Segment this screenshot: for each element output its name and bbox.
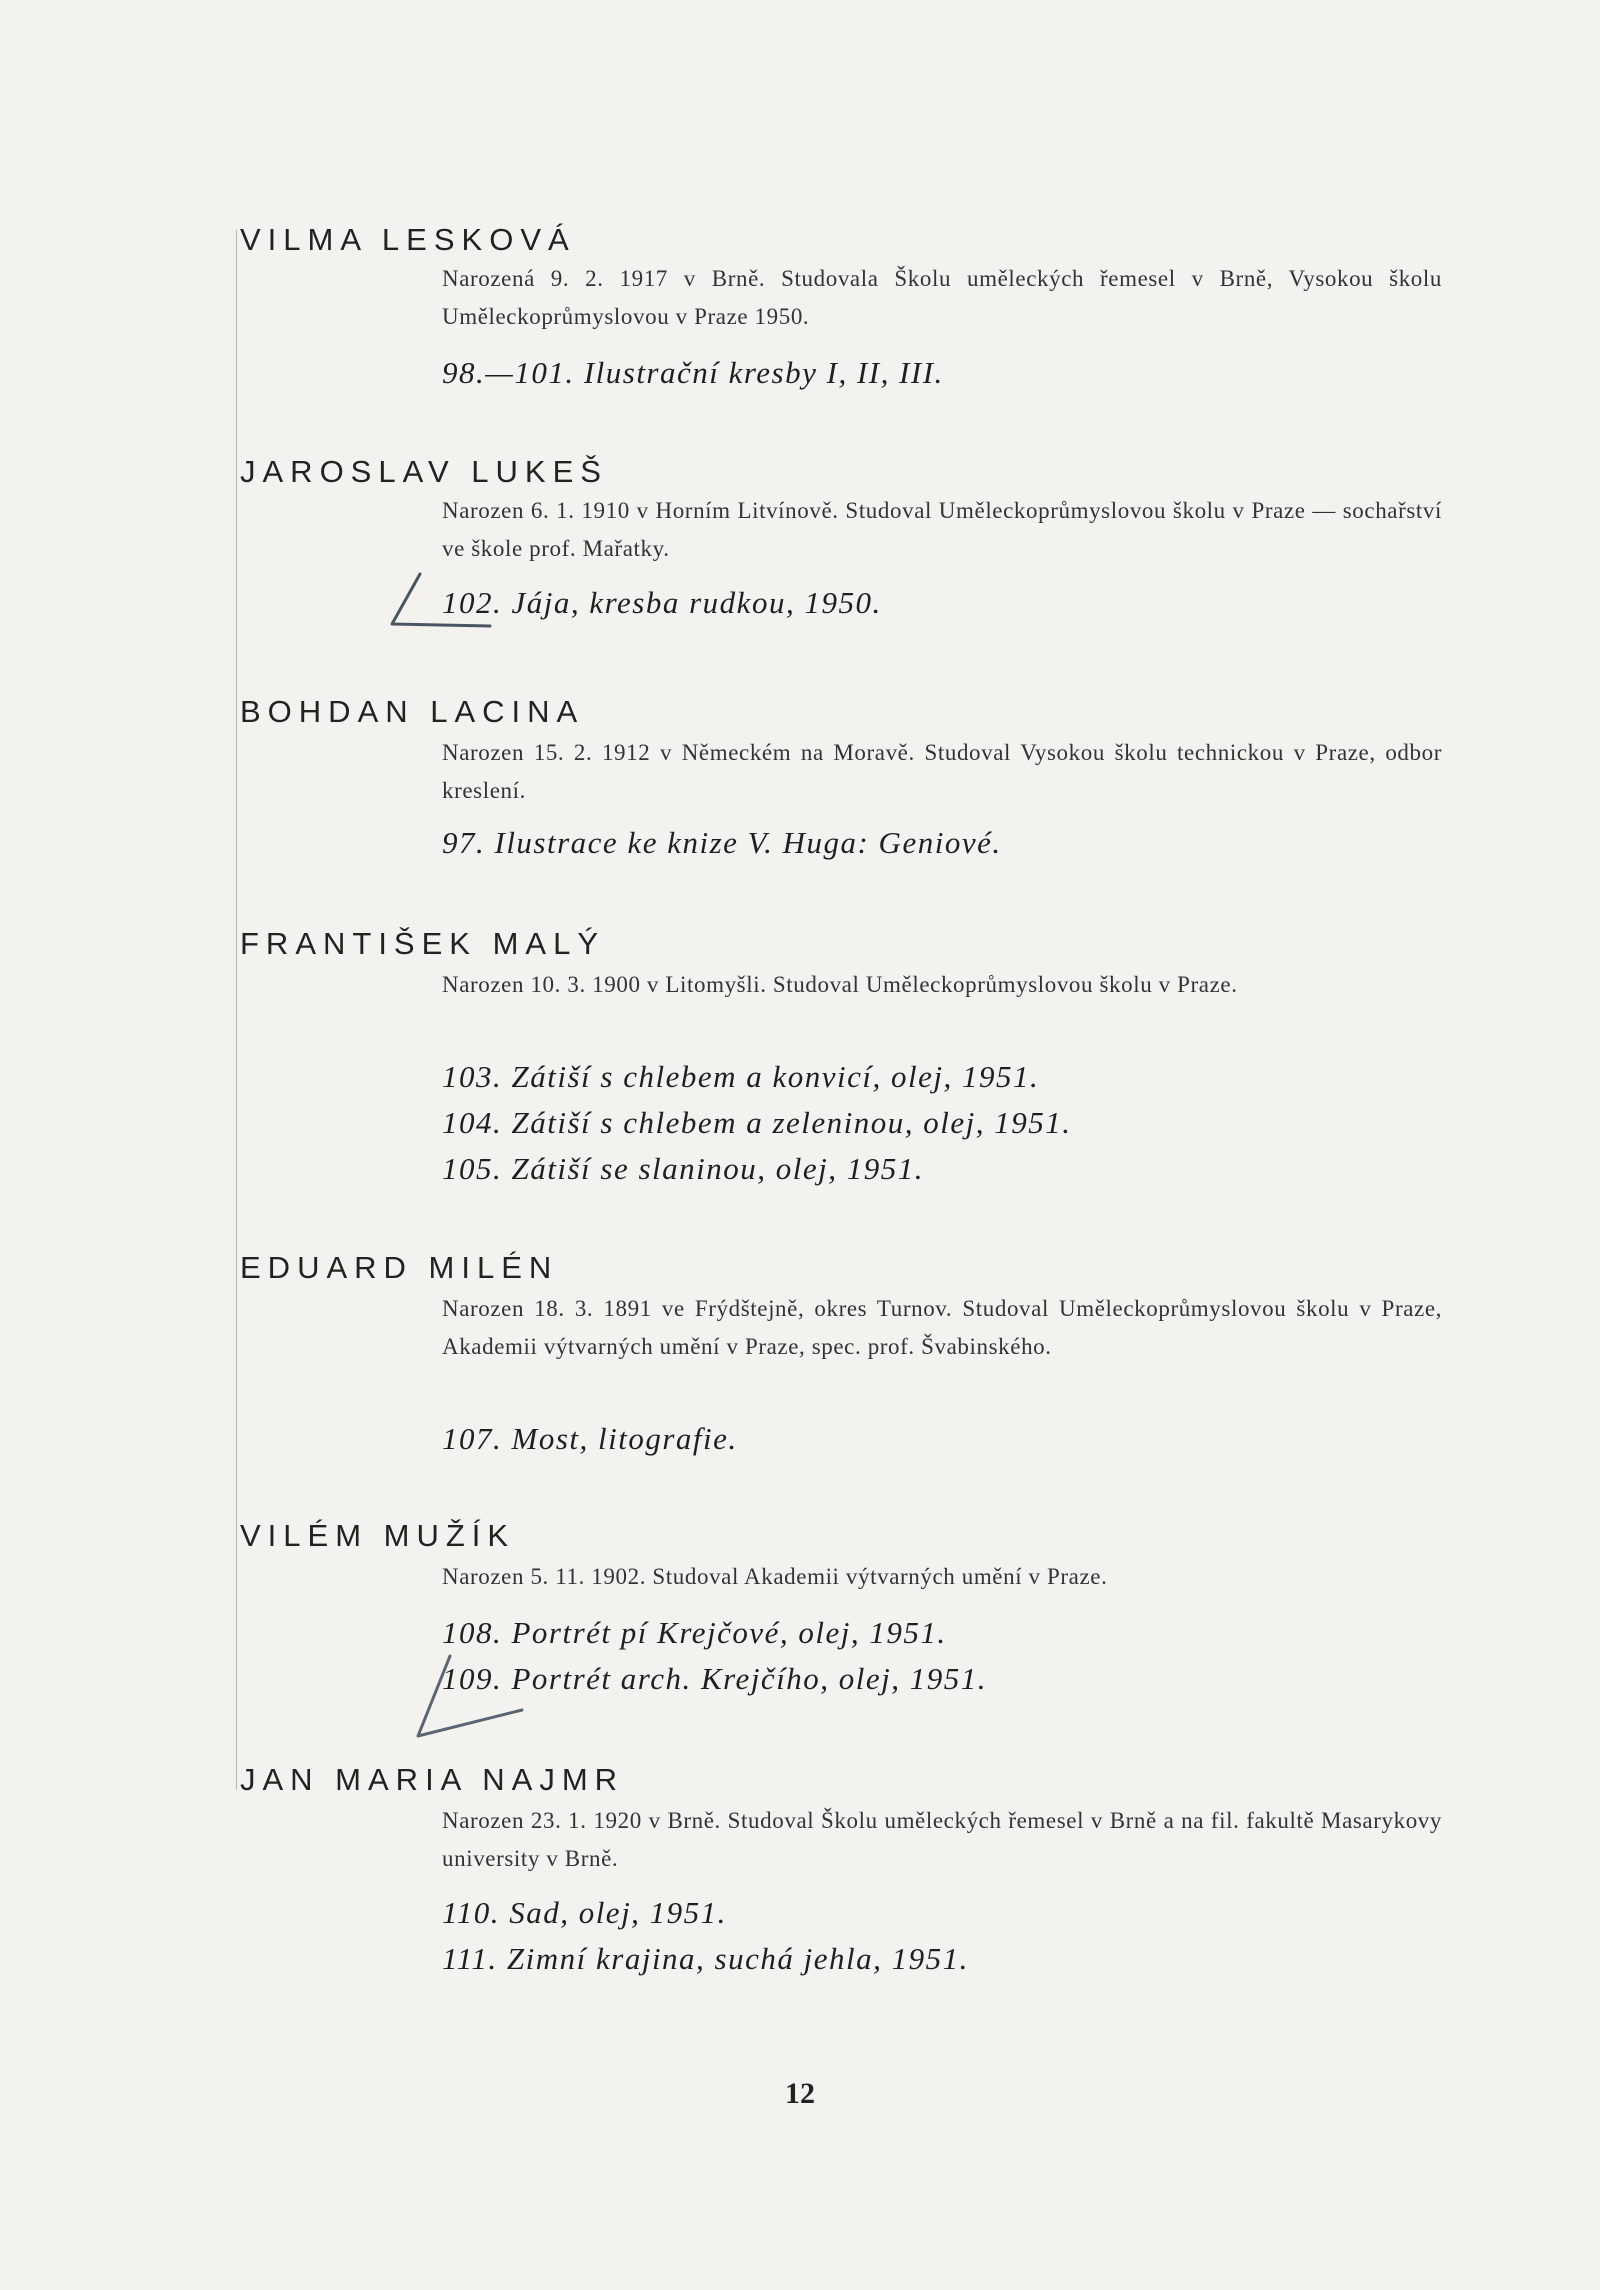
- works-list: [442, 350, 944, 396]
- artist-name: FRANTIŠEK MALÝ: [240, 926, 605, 961]
- page-margin-line: [236, 230, 237, 1790]
- work-item: 98.—101. Ilustrační kresby I, II, III.: [442, 355, 944, 390]
- artist-bio: Narozen 18. 3. 1891 ve Frýdštejně, okres Turnov. Studoval Uměleckoprůmyslovou školu v Praze, Akademii výtvarných umění v Praze, spec. prof. Švabinského.: [442, 1296, 1442, 1359]
- artist-name: VILÉM MUŽÍK: [240, 1518, 516, 1553]
- artist-name: JAROSLAV LUKEŠ: [240, 454, 608, 489]
- work-item: 108. Portrét pí Krejčové, olej, 1951.: [442, 1615, 947, 1650]
- works-list: [442, 1890, 969, 1982]
- work-item: 111. Zimní krajina, suchá jehla, 1951.: [442, 1941, 969, 1976]
- works-list: [442, 580, 882, 626]
- work-item: 97. Ilustrace ke knize V. Huga: Geniové.: [442, 825, 1002, 860]
- works-list: [442, 1416, 738, 1462]
- works-list: [442, 820, 1002, 866]
- artist-bio: Narozen 5. 11. 1902. Studoval Akademii výtvarných umění v Praze.: [442, 1564, 1108, 1589]
- work-item: 107. Most, litografie.: [442, 1421, 738, 1456]
- pencil-check-mark-icon: [410, 1652, 540, 1742]
- work-item: 102. Jája, kresba rudkou, 1950.: [442, 585, 882, 620]
- artist-bio: Narozen 15. 2. 1912 v Německém na Moravě. Studoval Vysokou školu technickou v Praze, odbor kreslení.: [442, 740, 1442, 803]
- artist-bio: Narozen 23. 1. 1920 v Brně. Studoval Školu uměleckých řemesel v Brně a na fil. fakultě Masarykovy university v Brně.: [442, 1808, 1442, 1871]
- works-list: [442, 1054, 1072, 1192]
- work-item: 110. Sad, olej, 1951.: [442, 1895, 727, 1930]
- artist-bio: Narozená 9. 2. 1917 v Brně. Studovala Školu uměleckých řemesel v Brně, Vysokou školu Uměleckoprůmyslovou v Praze 1950.: [442, 266, 1442, 329]
- work-item: 105. Zátiší se slaninou, olej, 1951.: [442, 1151, 924, 1186]
- pencil-check-mark-icon: [380, 570, 500, 630]
- artist-bio: Narozen 10. 3. 1900 v Litomyšli. Studoval Uměleckoprůmyslovou školu v Praze.: [442, 972, 1238, 997]
- work-item: 103. Zátiší s chlebem a konvicí, olej, 1951.: [442, 1059, 1040, 1094]
- artist-name: JAN MARIA NAJMR: [240, 1762, 625, 1797]
- artist-name: EDUARD MILÉN: [240, 1250, 559, 1285]
- work-item: 109. Portrét arch. Krejčího, olej, 1951.: [442, 1661, 988, 1696]
- artist-name: BOHDAN LACINA: [240, 694, 585, 729]
- artist-bio: Narozen 6. 1. 1910 v Horním Litvínově. Studoval Uměleckoprůmyslovou školu v Praze — sochařství ve škole prof. Mařatky.: [442, 498, 1442, 561]
- artist-name: VILMA LESKOVÁ: [240, 222, 576, 257]
- work-item: 104. Zátiší s chlebem a zeleninou, olej, 1951.: [442, 1105, 1072, 1140]
- page-number: 12: [785, 2077, 815, 2110]
